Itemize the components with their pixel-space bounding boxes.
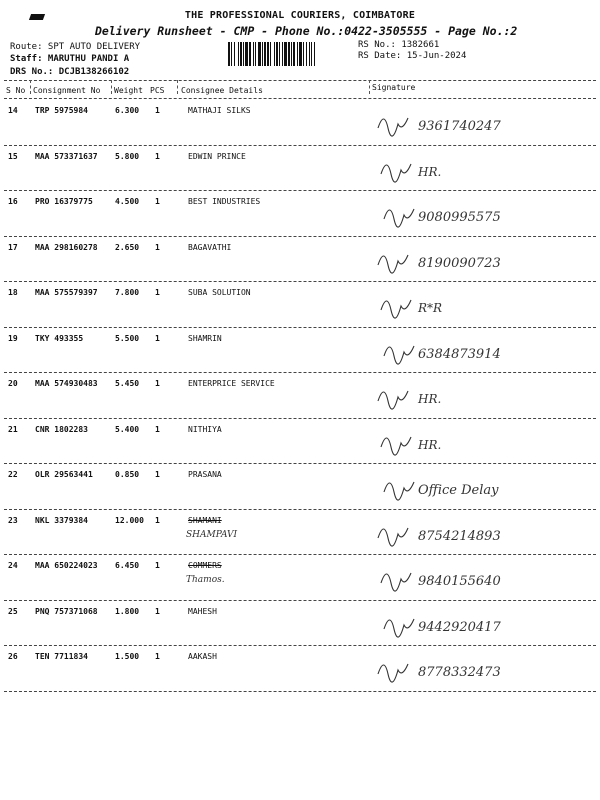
row-consignment: TKY 493355 xyxy=(35,333,84,343)
row-consignment: TRP 5975984 xyxy=(35,106,88,115)
table-row xyxy=(0,419,600,465)
row-consignment: MAA 573371637 xyxy=(35,151,98,161)
row-consignee: BEST INDUSTRIES xyxy=(188,197,261,206)
signature-scribble xyxy=(378,391,408,409)
row-weight: 5.800 xyxy=(115,151,140,161)
row-consignee: SHAMANI xyxy=(188,515,222,525)
handwritten-correction: SHAMPAVI xyxy=(186,529,238,540)
signature-scribble xyxy=(381,300,411,318)
row-consignment: MAA 574930483 xyxy=(35,379,98,388)
row-pcs: 1 xyxy=(155,106,160,115)
signature-field xyxy=(370,464,595,510)
row-consignee: AAKASH xyxy=(188,652,217,661)
col-pcs: PCS xyxy=(150,86,165,95)
signature-text: HR. xyxy=(418,164,442,179)
row-weight: 0.850 xyxy=(115,470,140,479)
row-pcs: 1 xyxy=(155,288,160,297)
row-pcs: 1 xyxy=(155,242,160,252)
row-pcs: 1 xyxy=(155,561,160,570)
signature-scribble xyxy=(384,346,414,364)
row-pcs: 1 xyxy=(155,652,160,661)
signature-scribble xyxy=(378,255,408,273)
row-consignee: EDWIN PRINCE xyxy=(188,151,246,161)
row-divider xyxy=(4,691,596,692)
table-row xyxy=(0,237,600,283)
signature-scribble xyxy=(378,664,408,682)
col-weight: Weight xyxy=(114,86,143,95)
signature-scribble xyxy=(384,482,414,500)
signature-scribble xyxy=(378,118,408,136)
row-pcs: 1 xyxy=(155,606,160,616)
row-pcs: 1 xyxy=(155,197,160,206)
signature-field xyxy=(370,191,595,237)
signature-text: Office Delay xyxy=(418,483,499,498)
signature-text: 8190090723 xyxy=(418,255,501,271)
divider xyxy=(177,80,178,94)
rs-date: RS Date: 15-Jun-2024 xyxy=(358,51,467,61)
row-consignee: PRASANA xyxy=(188,470,222,479)
row-consignment: TEN 7711834 xyxy=(35,652,88,661)
signature-scribble xyxy=(384,619,414,637)
col-consignee: Consignee Details xyxy=(181,86,263,95)
signature-text: 9840155640 xyxy=(418,574,501,589)
row-weight: 2.650 xyxy=(115,242,140,252)
row-pcs: 1 xyxy=(155,333,160,343)
table-row xyxy=(0,146,600,192)
table-row xyxy=(0,373,600,419)
signature-scribble xyxy=(381,573,411,591)
row-weight: 1.500 xyxy=(115,652,140,661)
company-name: THE PROFESSIONAL COURIERS, COIMBATORE xyxy=(184,10,416,21)
signature-text: 9442920417 xyxy=(418,619,501,635)
rs-number: RS No.: 1382661 xyxy=(358,40,440,50)
row-weight: 5.450 xyxy=(115,379,140,388)
signature-field xyxy=(370,419,595,465)
signature-text: 9080995575 xyxy=(418,210,501,225)
row-consignee: MAHESH xyxy=(188,606,217,616)
table-row xyxy=(0,601,600,647)
signature-field xyxy=(370,510,595,556)
signature-field xyxy=(370,601,595,647)
row-consignment: PRO 16379775 xyxy=(35,197,93,206)
row-sno: 18 xyxy=(8,288,18,297)
col-consignment: Consignment No xyxy=(33,86,101,95)
signature-text: R*R xyxy=(418,301,443,315)
row-consignee: ENTERPRICE SERVICE xyxy=(188,379,275,388)
signature-text: 6384873914 xyxy=(418,346,501,362)
table-row xyxy=(0,510,600,556)
row-consignment: MAA 575579397 xyxy=(35,288,98,297)
row-consignee: MATHAJI SILKS xyxy=(188,106,251,115)
row-weight: 7.800 xyxy=(115,288,140,297)
divider xyxy=(30,80,31,94)
row-consignment: NKL 3379384 xyxy=(35,515,88,525)
row-consignee: COMMERS xyxy=(188,561,222,570)
signature-text: 8754214893 xyxy=(418,528,501,544)
row-consignee: NITHIYA xyxy=(188,424,222,434)
signature-text: HR. xyxy=(418,392,442,406)
row-weight: 5.500 xyxy=(115,333,140,343)
signature-field xyxy=(370,555,595,601)
signature-field xyxy=(370,237,595,283)
table-row xyxy=(0,646,600,692)
header-bottom-rule xyxy=(4,98,596,99)
barcode xyxy=(228,42,352,66)
table-row xyxy=(0,328,600,374)
row-sno: 23 xyxy=(8,515,18,525)
row-sno: 21 xyxy=(8,424,18,434)
handwritten-correction: Thamos. xyxy=(186,575,225,585)
row-weight: 6.450 xyxy=(115,561,140,570)
divider xyxy=(369,80,370,94)
row-consignee: SHAMRIN xyxy=(188,333,222,343)
signature-field xyxy=(370,646,595,692)
row-consignment: MAA 298160278 xyxy=(35,242,98,252)
route-label: Route: SPT AUTO DELIVERY xyxy=(10,42,141,52)
table-row xyxy=(0,555,600,601)
row-consignment: CNR 1802283 xyxy=(35,424,88,434)
staff-label: Staff: MARUTHU PANDI A xyxy=(10,54,130,64)
row-sno: 26 xyxy=(8,652,18,661)
row-sno: 16 xyxy=(8,197,18,206)
col-sno: S No xyxy=(6,86,26,95)
row-pcs: 1 xyxy=(155,515,160,525)
row-sno: 14 xyxy=(8,106,18,115)
signature-scribble xyxy=(378,528,408,546)
table-row xyxy=(0,282,600,328)
row-weight: 5.400 xyxy=(115,424,140,434)
row-consignment: PNQ 757371068 xyxy=(35,606,98,616)
table-row xyxy=(0,100,600,146)
row-sno: 22 xyxy=(8,470,18,479)
row-sno: 25 xyxy=(8,606,18,616)
signature-field xyxy=(370,328,595,374)
signature-scribble xyxy=(384,209,414,227)
row-pcs: 1 xyxy=(155,379,160,388)
signature-field xyxy=(370,282,595,328)
row-consignment: MAA 650224023 xyxy=(35,561,98,570)
runsheet-title: Delivery Runsheet - CMP - Phone No.:0422-3505555 - Page No.:2 xyxy=(95,24,518,38)
signature-text: 9361740247 xyxy=(418,119,501,134)
row-sno: 15 xyxy=(8,151,18,161)
row-pcs: 1 xyxy=(155,424,160,434)
row-consignment: OLR 29563441 xyxy=(35,470,93,479)
table-row xyxy=(0,191,600,237)
signature-field xyxy=(370,100,595,146)
row-weight: 12.000 xyxy=(115,515,144,525)
row-sno: 19 xyxy=(8,333,18,343)
row-weight: 6.300 xyxy=(115,106,140,115)
row-consignee: BAGAVATHI xyxy=(188,242,232,252)
signature-scribble xyxy=(381,164,411,182)
row-sno: 20 xyxy=(8,379,18,388)
col-signature: Signature xyxy=(372,83,416,92)
signature-text: HR. xyxy=(418,437,442,452)
row-pcs: 1 xyxy=(155,151,160,161)
row-pcs: 1 xyxy=(155,470,160,479)
signature-text: 8778332473 xyxy=(418,665,501,680)
header-top-rule xyxy=(4,80,596,81)
signature-field xyxy=(370,146,595,192)
table-row xyxy=(0,464,600,510)
row-sno: 17 xyxy=(8,242,18,252)
row-sno: 24 xyxy=(8,561,18,570)
divider xyxy=(111,80,112,94)
row-weight: 4.500 xyxy=(115,197,140,206)
drs-number: DRS No.: DCJB138266102 xyxy=(10,67,130,77)
row-weight: 1.800 xyxy=(115,606,140,616)
signature-field xyxy=(370,373,595,419)
signature-scribble xyxy=(381,437,411,455)
row-consignee: SUBA SOLUTION xyxy=(188,288,251,297)
